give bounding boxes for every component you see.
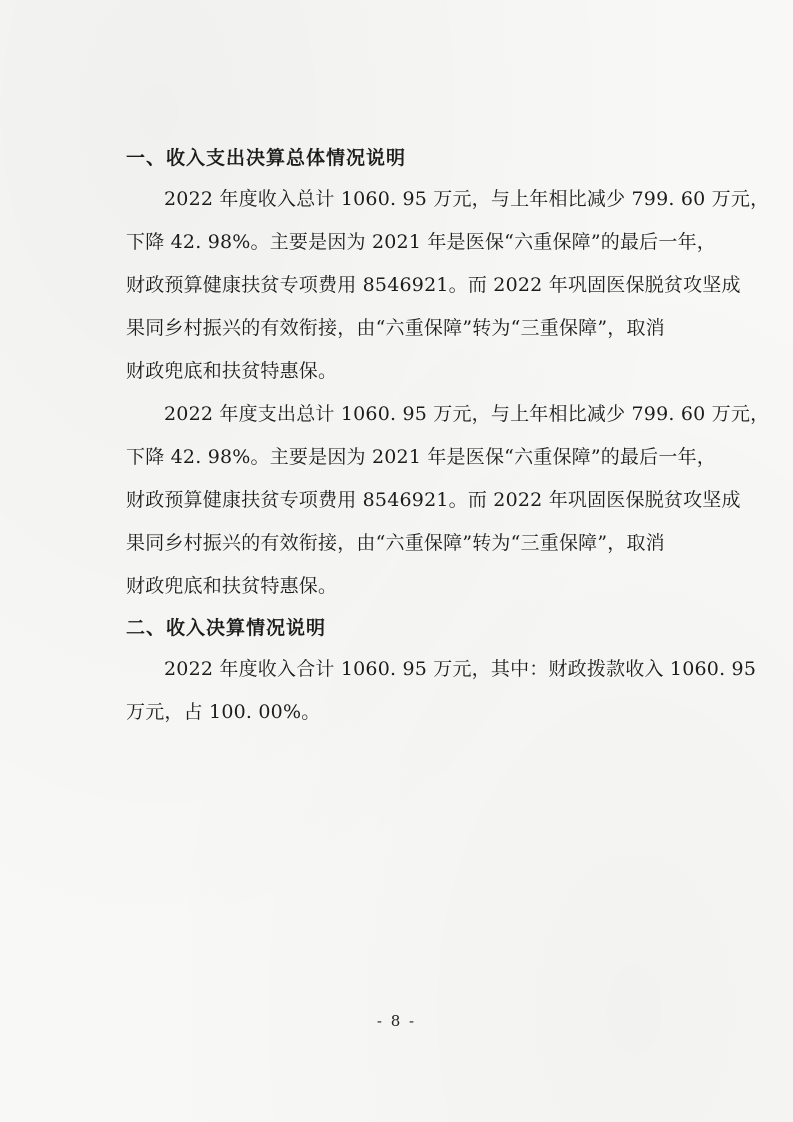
text-line: 果同乡村振兴的有效衔接，由“六重保障”转为“三重保障”，取消 [126,317,665,339]
text-line: 果同乡村振兴的有效衔接，由“六重保障”转为“三重保障”，取消 [126,532,665,554]
text-line: 财政预算健康扶贫专项费用 8546921。而 2022 年巩固医保脱贫攻坚成 [126,489,741,511]
text-line: 财政预算健康扶贫专项费用 8546921。而 2022 年巩固医保脱贫攻坚成 [126,274,741,296]
text-line: 下降 42. 98%。主要是因为 2021 年是医保“六重保障”的最后一年， [126,231,716,253]
text-line: 2022 年度收入总计 1060. 95 万元，与上年相比减少 799. 60 万元， [164,188,770,210]
section-heading-1: 一、收入支出决算总体情况说明 [126,147,407,169]
text-line: 下降 42. 98%。主要是因为 2021 年是医保“六重保障”的最后一年， [126,446,716,468]
text-line: 财政兜底和扶贫特惠保。 [126,360,338,382]
text-line: 万元，占 100. 00%。 [126,701,321,723]
paragraph-income-summary [88,178,770,393]
paragraph-expenditure-summary [88,393,770,608]
page-number: - 8 - [376,1012,417,1030]
document-body [88,138,770,734]
section-heading-2: 二、收入决算情况说明 [126,617,327,639]
text-line: 2022 年度收入合计 1060. 95 万元，其中：财政拨款收入 1060. 95 [164,658,757,680]
text-line: 财政兜底和扶贫特惠保。 [126,575,338,597]
paragraph-income-detail [88,648,757,734]
text-line: 2022 年度支出总计 1060. 95 万元，与上年相比减少 799. 60 万元， [164,403,770,425]
